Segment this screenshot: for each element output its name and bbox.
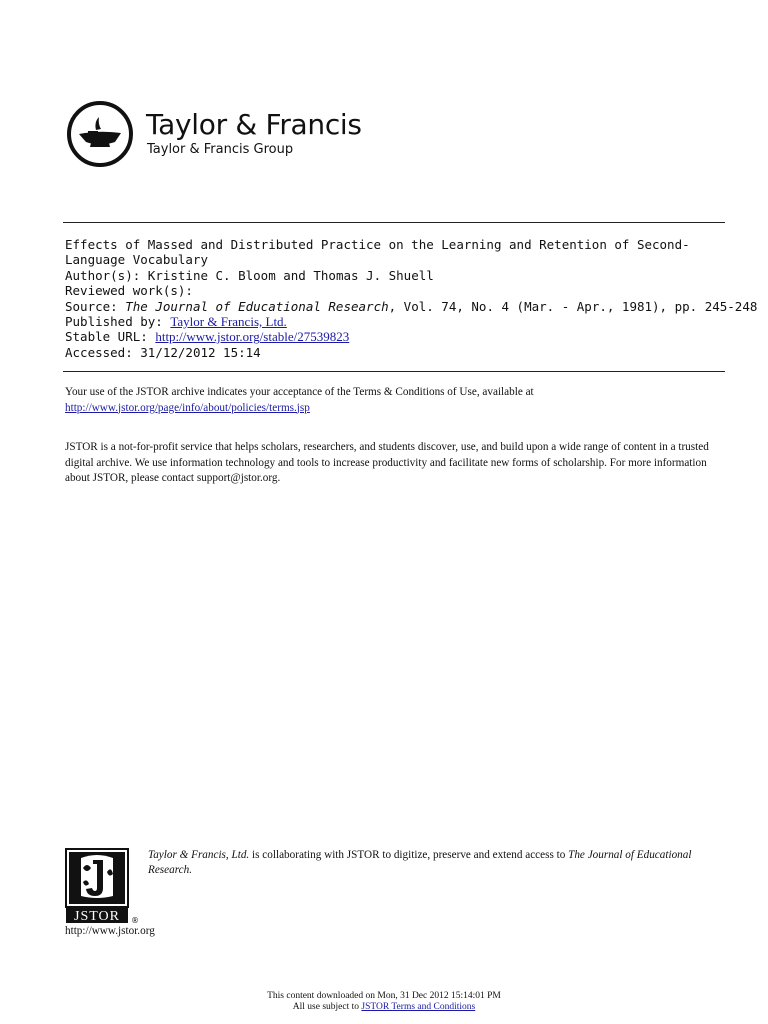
stable-url-label: Stable URL: bbox=[65, 329, 148, 345]
published-line bbox=[65, 314, 727, 329]
publisher-link[interactable]: Taylor & Francis, Ltd. bbox=[170, 314, 287, 330]
jstor-logo-text: JSTOR bbox=[74, 909, 120, 924]
accessed-label: Accessed: bbox=[65, 344, 133, 360]
collab-journal: The Journal of Educational Research. bbox=[148, 849, 692, 876]
registered-mark-icon: ® bbox=[131, 916, 139, 925]
stable-url-link[interactable]: http://www.jstor.org/stable/27539823 bbox=[155, 329, 350, 345]
jstor-mission: JSTOR is a not-for-profit service that helps scholars, researchers, and students discover, use, and build upon a wide range of content in a trusted digital archive. We use information technology and tools to increase productivity and facilitate new forms of scholarship. For more information about JSTOR, please contact support@jstor.org. bbox=[65, 441, 709, 484]
publisher-group: Taylor & Francis Group bbox=[147, 142, 294, 157]
collaboration-notice bbox=[148, 848, 728, 878]
citation-block bbox=[65, 237, 758, 360]
authors-line bbox=[65, 268, 727, 283]
published-label: Published by: bbox=[65, 314, 163, 330]
reviewed-line bbox=[65, 283, 727, 298]
publisher-name: Taylor & Francis bbox=[146, 108, 362, 141]
lamp-icon bbox=[66, 100, 134, 168]
accessed-value: 31/12/2012 15:14 bbox=[140, 344, 261, 360]
authors-value: Kristine C. Bloom and Thomas J. Shuell bbox=[147, 267, 434, 283]
jstor-logo-icon bbox=[65, 848, 143, 926]
collab-text: is collaborating with JSTOR to digitize, preserve and extend access to bbox=[249, 849, 569, 861]
download-notice: This content downloaded on Mon, 31 Dec 2012 15:14:01 PM bbox=[267, 991, 501, 1001]
download-footer bbox=[0, 991, 768, 1013]
terms-link[interactable]: http://www.jstor.org/page/info/about/policies/terms.jsp bbox=[65, 401, 310, 414]
divider-top bbox=[63, 222, 725, 223]
article-title: Effects of Massed and Distributed Practice on the Learning and Retention of Second-Language Vocabulary bbox=[65, 237, 690, 268]
divider-bottom bbox=[63, 371, 725, 372]
source-line bbox=[65, 298, 758, 314]
stable-url-line bbox=[65, 329, 727, 344]
source-label: Source: bbox=[65, 298, 118, 314]
accessed-line bbox=[65, 345, 727, 360]
terms-text: Your use of the JSTOR archive indicates your acceptance of the Terms & Conditions of Use, available at bbox=[65, 386, 534, 398]
authors-label: Author(s): bbox=[65, 267, 141, 283]
source-details: , Vol. 74, No. 4 (Mar. - Apr., 1981), pp. 245-248 bbox=[388, 298, 758, 314]
jstor-url[interactable]: http://www.jstor.org bbox=[65, 925, 155, 937]
terms-footer-line bbox=[0, 1002, 768, 1013]
reviewed-label: Reviewed work(s): bbox=[65, 283, 193, 299]
terms-footer-prefix: All use subject to bbox=[292, 1002, 362, 1012]
publisher-logo bbox=[66, 100, 366, 170]
terms-footer-link[interactable]: JSTOR Terms and Conditions bbox=[361, 1002, 476, 1012]
journal-title: The Journal of Educational Research bbox=[125, 298, 389, 314]
terms-notice bbox=[65, 385, 725, 416]
collab-publisher: Taylor & Francis, Ltd. bbox=[148, 849, 250, 861]
